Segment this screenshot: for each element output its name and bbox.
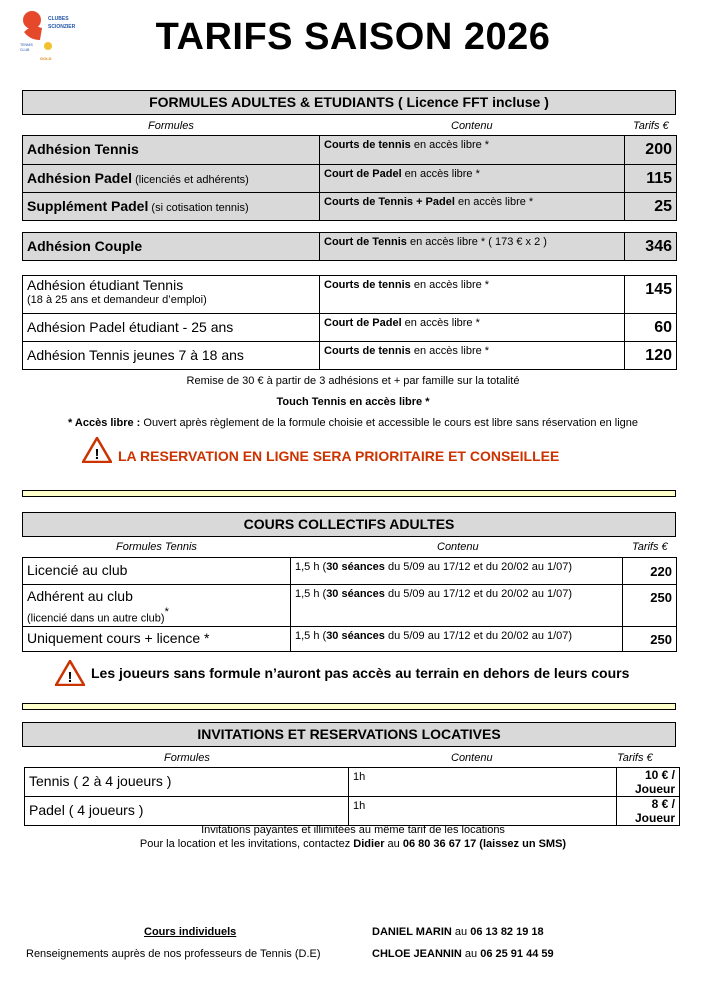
warning-icon xyxy=(55,660,85,691)
table-row xyxy=(23,136,677,165)
adhesion-table xyxy=(22,135,677,221)
col-header-tarifs: Tarifs € xyxy=(632,541,668,553)
table-row: Uniquement cours + licence * 1,5 h (30 séances du 5/09 au 17/12 et du 20/02 au 1/07) 250 xyxy=(23,627,677,652)
svg-text:SCIONZIER: SCIONZIER xyxy=(48,24,76,30)
section-header-formules-adultes: FORMULES ADULTES & ETUDIANTS ( Licence FFT incluse ) xyxy=(22,90,676,115)
col-header-formules: Formules xyxy=(164,752,210,764)
warning-icon xyxy=(82,437,112,468)
row-label: Supplément Padel xyxy=(27,197,149,214)
row-price: 220 xyxy=(623,558,677,585)
table-row: Licencié au club 1,5 h (30 séances du 5/09 au 17/12 et du 20/02 au 1/07) 220 xyxy=(23,558,677,585)
cours-individuels-title: Cours individuels xyxy=(144,926,237,938)
table-row xyxy=(23,276,677,314)
svg-text:CLUBES: CLUBES xyxy=(48,16,69,22)
terrain-warning: Les joueurs sans formule n’auront pas accès au terrain en dehors de leurs cours xyxy=(91,665,630,681)
svg-text:!: ! xyxy=(94,446,100,463)
row-price: 10 € / Joueur xyxy=(617,768,680,797)
row-note: (si cotisation tennis) xyxy=(148,201,249,214)
table-row xyxy=(23,233,677,261)
row-price: 250 xyxy=(623,627,677,652)
divider-bar xyxy=(22,703,676,710)
row-label: Tennis ( 2 à 4 joueurs ) xyxy=(29,773,172,789)
table-row xyxy=(23,193,677,221)
row-content-bold: Court de Padel xyxy=(324,168,402,180)
row-label: Adhésion Tennis jeunes 7 à 18 ans xyxy=(27,346,244,363)
row-price: 346 xyxy=(625,233,677,261)
row-content-bold: Courts de tennis xyxy=(324,139,411,151)
row-price: 145 xyxy=(625,276,677,314)
touch-tennis-text: Touch Tennis en accès libre * xyxy=(276,396,430,408)
row-content: en accès libre * xyxy=(410,345,490,357)
etudiant-table xyxy=(22,275,677,370)
prof1-contact: DANIEL MARIN au 06 13 82 19 18 xyxy=(372,926,544,938)
reservation-warning: LA RESERVATION EN LIGNE SERA PRIORITAIRE ET CONSEILLEE xyxy=(118,448,560,464)
table-row xyxy=(25,797,680,826)
table-row xyxy=(23,165,677,193)
table-row xyxy=(23,314,677,342)
col-header-formules-tennis: Formules Tennis xyxy=(116,541,197,553)
cours-collectifs-table xyxy=(22,557,677,652)
col-header-tarifs: Tarifs € xyxy=(633,120,669,132)
row-price: 200 xyxy=(625,136,677,165)
invitations-table xyxy=(24,767,680,826)
row-label: Adhésion Padel étudiant - 25 ans xyxy=(27,318,234,335)
acces-libre-text: * Accès libre : Ouvert après règlement de la formule choisie et accessible le cours est libre sans réservation en ligne xyxy=(67,417,639,429)
row-price: 8 € / Joueur xyxy=(617,797,680,826)
row-content: en accès libre * ( 173 € x 2 ) xyxy=(406,236,547,248)
section-header-cours-collectifs: COURS COLLECTIFS ADULTES xyxy=(22,512,676,537)
row-note: (licenciés et adhérents) xyxy=(132,173,249,186)
section-header-invitations: INVITATIONS ET RESERVATIONS LOCATIVES xyxy=(22,722,676,747)
row-content-bold: Courts de Tennis + Padel xyxy=(324,196,455,208)
row-label: Padel ( 4 joueurs ) xyxy=(29,802,144,818)
row-content: en accès libre * xyxy=(410,139,490,151)
row-price: 60 xyxy=(625,314,677,342)
row-content: 1h xyxy=(349,797,617,826)
row-content: 1h xyxy=(349,768,617,797)
prof2-contact: CHLOE JEANNIN au 06 25 91 44 59 xyxy=(372,948,554,960)
row-price: 25 xyxy=(625,193,677,221)
couple-table xyxy=(22,232,677,261)
row-content: en accès libre * xyxy=(401,168,480,180)
row-content: en accès libre * xyxy=(401,317,480,329)
row-note: (licencié dans un autre club) xyxy=(27,612,165,625)
svg-text:CLUB: CLUB xyxy=(20,48,30,52)
row-content-bold: Courts de tennis xyxy=(324,345,411,357)
contact-note: Pour la location et les invitations, contactez Didier au 06 80 36 67 17 (laissez un SMS) xyxy=(139,838,567,850)
row-price: 120 xyxy=(625,342,677,370)
table-row xyxy=(25,768,680,797)
renseignements-text: Renseignements auprès de nos professeurs de Tennis (D.E) xyxy=(26,948,321,960)
row-content-bold: Court de Tennis xyxy=(324,236,407,248)
row-label: Licencié au club xyxy=(27,562,128,578)
row-label: Adhésion Couple xyxy=(27,237,143,254)
remise-text: Remise de 30 € à partir de 3 adhésions et + par famille sur la totalité xyxy=(186,375,520,387)
row-label: Adhésion Padel xyxy=(27,169,133,186)
col-header-contenu: Contenu xyxy=(451,752,493,764)
col-header-tarifs: Tarifs € xyxy=(617,752,653,764)
svg-text:GOLD: GOLD xyxy=(40,56,52,61)
row-price: 115 xyxy=(625,165,677,193)
row-content: en accès libre * xyxy=(454,196,534,208)
col-header-formules: Formules xyxy=(148,120,194,132)
row-label: Adhérent au club xyxy=(27,588,133,604)
row-price: 250 xyxy=(623,585,677,627)
table-row xyxy=(23,342,677,370)
divider-bar xyxy=(22,490,676,497)
row-content: en accès libre * xyxy=(410,279,490,291)
row-note: (18 à 25 ans et demandeur d’emploi) xyxy=(27,294,207,306)
svg-text:TENNIS: TENNIS xyxy=(20,43,33,47)
svg-text:!: ! xyxy=(67,669,73,686)
row-content-bold: Court de Padel xyxy=(324,317,402,329)
page-title: TARIFS SAISON 2026 xyxy=(155,16,551,58)
row-content-bold: Courts de tennis xyxy=(324,279,411,291)
row-label: Adhésion Tennis xyxy=(27,141,139,157)
row-label: Adhésion étudiant Tennis xyxy=(27,277,184,293)
invitations-note: Invitations payantes et illimitées au même tarif de les locations xyxy=(201,824,505,836)
row-label: Uniquement cours + licence * xyxy=(27,630,210,647)
col-header-contenu: Contenu xyxy=(437,541,479,553)
col-header-contenu: Contenu xyxy=(451,120,493,132)
table-row: Adhérent au club (licencié dans un autre club)* 1,5 h (30 séances du 5/09 au 17/12 et du 20/02 au 1/07) 250 xyxy=(23,585,677,627)
